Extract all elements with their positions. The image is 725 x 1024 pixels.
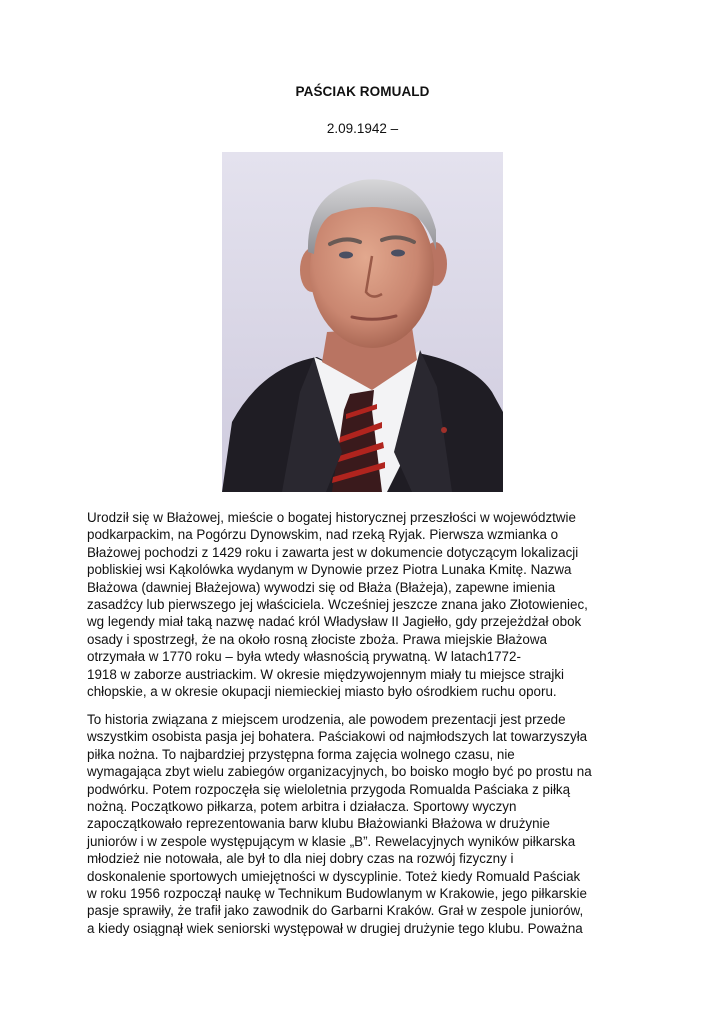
text-line: nożną. Początkowo piłkarza, potem arbitra i działacza. Sportowy wyczyn: [87, 799, 517, 815]
text-line: doskonalenie sportowych umiejętności w dyscyplinie. Toteż kiedy Romuald Paściak: [87, 868, 581, 884]
portrait-photo: [222, 152, 503, 492]
text-line: Urodził się w Błażowej, mieście o bogatej historycznej przeszłości w województwie: [87, 510, 576, 525]
text-line: zapoczątkowało reprezentowania barw klubu Błażowianki Błażowa w drużynie: [87, 816, 550, 832]
text-line: a kiedy osiągnął wiek seniorski występował w drugiej drużynie tego klubu. Poważna: [87, 920, 583, 936]
text-line: wg legendy miał taką nazwę nadać król Władysław II Jagiełło, gdy przejeżdżał obok: [87, 614, 582, 630]
text-line: To historia związana z miejscem urodzenia, ale powodem prezentacji jest przede: [87, 712, 566, 727]
text-line: podwórku. Potem rozpoczęła się wieloletnia przygoda Romualda Paściaka z piłką: [87, 781, 571, 797]
text-line: Błażowej pochodzi z 1429 roku i zawarta jest w dokumencie dotyczącym lokalizacji: [87, 544, 579, 560]
text-line: zasadźcy lub pierwszego jej właściciela. Wcześniej jeszcze znana jako Złotowieniec,: [87, 597, 588, 613]
text-line: podkarpackim, na Pogórzu Dynowskim, nad rzeką Ryjak. Pierwsza wzmianka o: [87, 527, 559, 543]
text-line: juniorów i w zespole występującym w klasie „B”. Rewelacyjnych wyników piłkarska: [87, 833, 576, 849]
document-title: PAŚCIAK ROMUALD: [295, 84, 430, 99]
text-line: w roku 1956 rozpoczął naukę w Technikum Budowlanym w Krakowie, jego piłkarskie: [87, 886, 587, 902]
text-line: młodzież nie notowała, ale był to dla niej dobry czas na rozwój fizyczny i: [87, 851, 514, 867]
text-line: Błażowa (dawniej Błażejowa) wywodzi się od Błaża (Błażeja), zapewne imienia: [87, 579, 556, 595]
text-line: 1918 w zaborze austriackim. W okresie międzywojennym miały tu miejsce strajki: [87, 666, 565, 682]
text-line: pasje sprawiły, że trafił jako zawodnik do Garbarni Kraków. Grał w zespole juniorów,: [87, 903, 584, 919]
life-dates: 2.09.1942 –: [326, 121, 399, 136]
text-line: pobliskiej wsi Kąkolówka wydanym w Dynowie przez Piotra Lunaka Kmitę. Nazwa: [87, 562, 572, 578]
biography-paragraph-2: [87, 711, 647, 937]
text-line: wymagająca zbyt wielu zabiegów organizacyjnych, bo boisko mogło być po prostu na: [87, 764, 592, 780]
biography-paragraph-1: [87, 509, 647, 700]
text-line: wszystkim osobista pasja jej bohatera. Paściakowi od najmłodszych lat towarzyszyła: [87, 729, 588, 745]
text-line: chłopskie, a w okresie okupacji niemieckiej miasto było ośrodkiem ruchu oporu.: [87, 684, 557, 700]
text-line: otrzymała w 1770 roku – była wtedy własnością prywatną. W latach1772-: [87, 649, 521, 665]
text-line: osady i spostrzegł, że na około rosną złociste zboża. Prawa miejskie Błażowa: [87, 631, 547, 647]
text-line: piłka nożna. To najbardziej przystępna forma zajęcia wolnego czasu, nie: [87, 746, 515, 762]
